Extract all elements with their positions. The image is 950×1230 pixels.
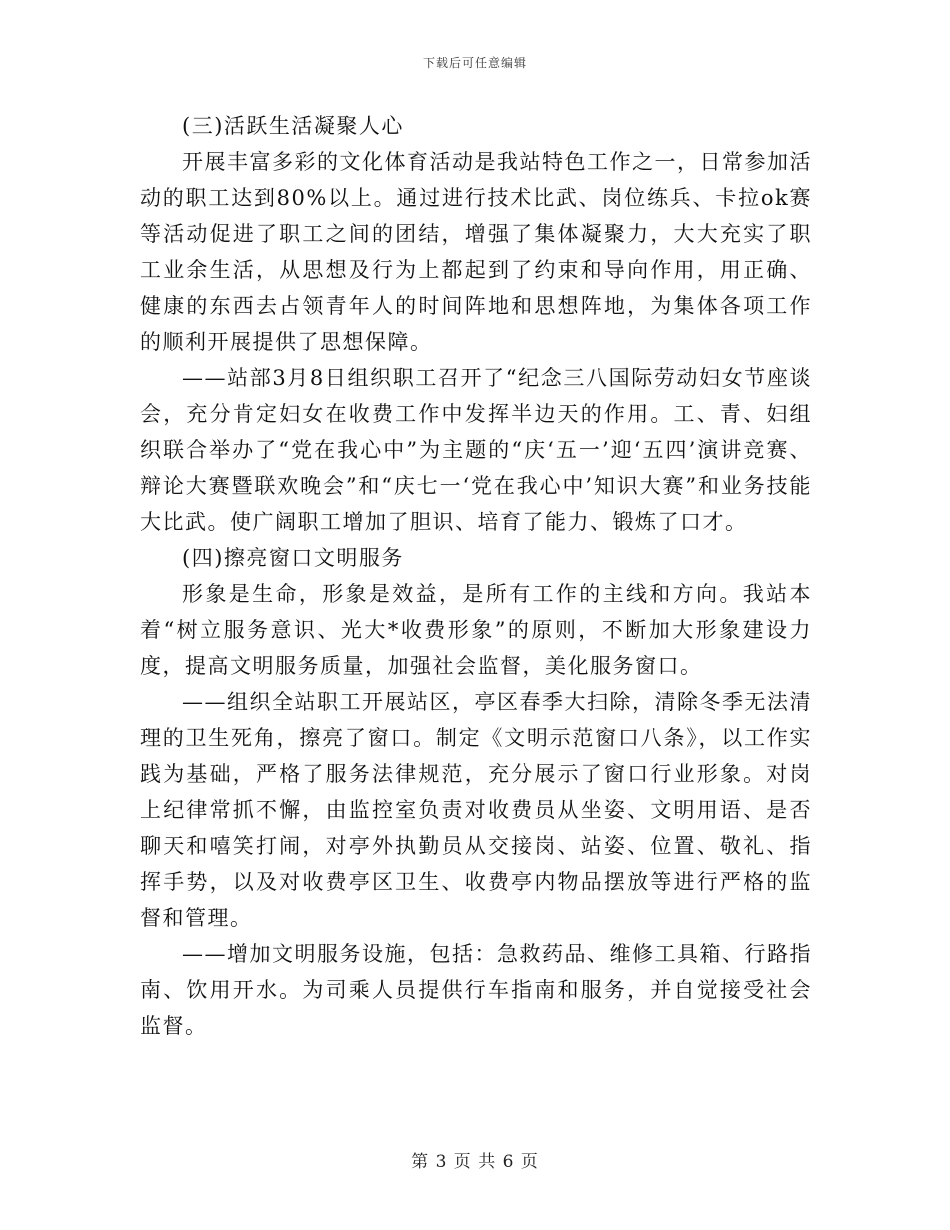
document-body bbox=[140, 108, 812, 1044]
paragraph-culture-activities: 开展丰富多彩的文化体育活动是我站特色工作之一，日常参加活动的职工达到80%以上。通过进行技术比武、岗位练兵、卡拉ok赛等活动促进了职工之间的团结，增强了集体凝聚力，大大充实了职工业余生活，从思想及行为上都起到了约束和导向作用，用正确、健康的东西去占领青年人的时间阵地和思想阵地，为集体各项工作的顺利开展提供了思想保障。 bbox=[140, 150, 812, 354]
paragraph-facilities: ——增加文明服务设施，包括：急救药品、维修工具箱、行路指南、饮用开水。为司乘人员提供行车指南和服务，并自觉接受社会监督。 bbox=[140, 942, 812, 1038]
header-note: 下载后可任意编辑 bbox=[422, 56, 527, 70]
page-number: 第 3 页 共 6 页 bbox=[411, 1152, 539, 1172]
paragraph-cleanup: ——组织全站职工开展站区，亭区春季大扫除，清除冬季无法清理的卫生死角，擦亮了窗口。制定《文明示范窗口八条》，以工作实践为基础，严格了服务法律规范，充分展示了窗口行业形象。对岗上纪律常抓不懈，由监控室负责对收费员从坐姿、文明用语、是否聊天和嘻笑打闹，对亭外执勤员从交接岗、站姿、位置、敬礼、指挥手势，以及对收费亭区卫生、收费亭内物品摆放等进行严格的监督和管理。 bbox=[140, 690, 812, 930]
paragraph-womens-day: ——站部3月8日组织职工召开了“纪念三八国际劳动妇女节座谈会，充分肯定妇女在收费工作中发挥半边天的作用。工、青、妇组织联合举办了“党在我心中”为主题的“庆‘五一’迎‘五四’演讲竞赛、辩论大赛暨联欢晚会”和“庆七一‘党在我心中’知识大赛”和业务技能大比武。使广阔职工增加了胆识、培育了能力、锻炼了口才。 bbox=[140, 366, 812, 534]
paragraph-image: 形象是生命，形象是效益，是所有工作的主线和方向。我站本着“树立服务意识、光大*收费形象”的原则，不断加大形象建设力度，提高文明服务质量，加强社会监督，美化服务窗口。 bbox=[140, 582, 812, 678]
section-heading-3: (三)活跃生活凝聚人心 bbox=[182, 114, 404, 138]
section-heading-4: (四)擦亮窗口文明服务 bbox=[182, 546, 404, 570]
